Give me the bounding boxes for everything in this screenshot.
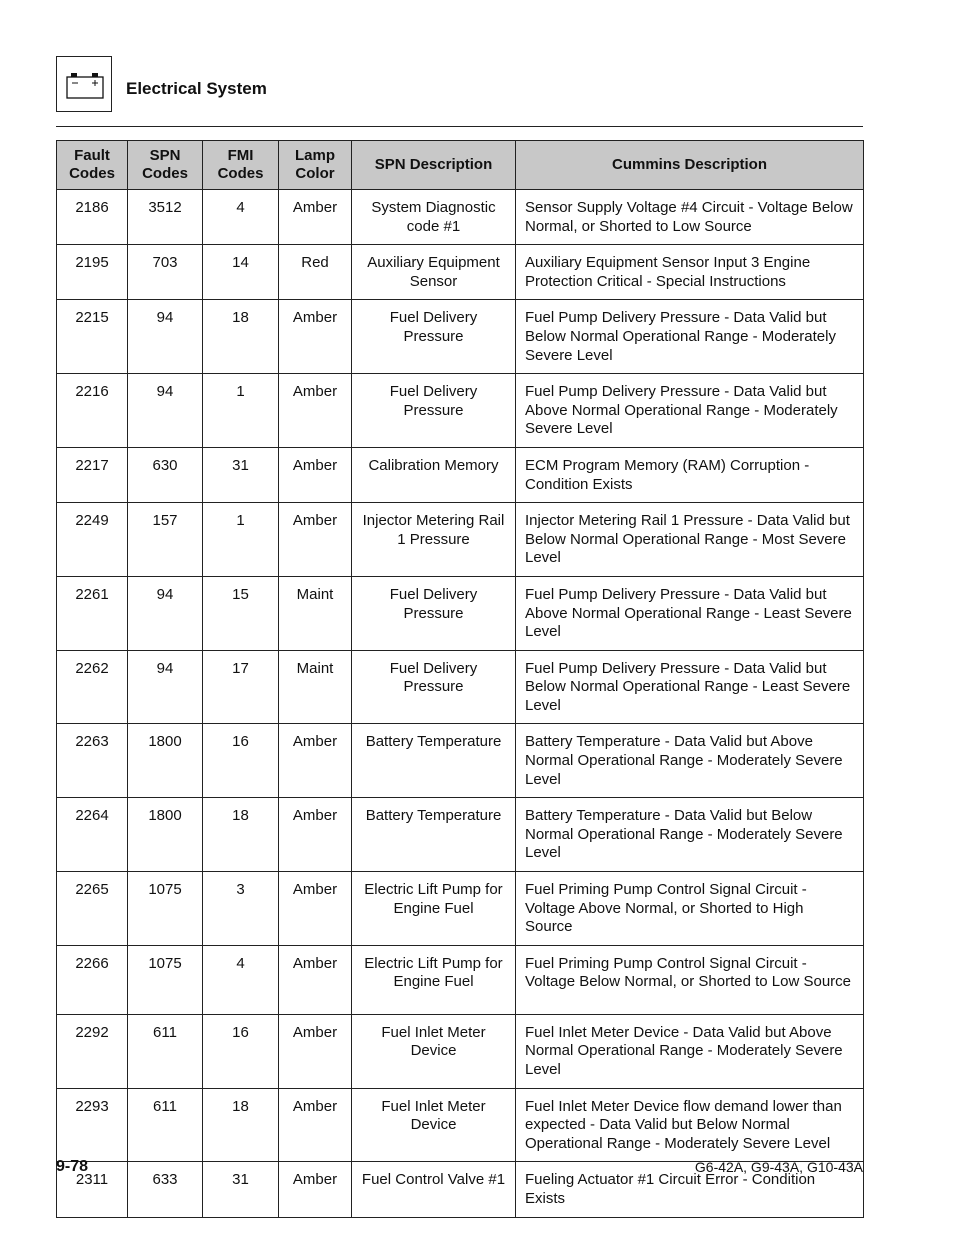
fmi-code-cell: 18 [203,300,279,374]
table-row [57,724,864,798]
fault-code-cell: 2261 [57,576,128,650]
cummins-description-cell: Sensor Supply Voltage #4 Circuit - Voltage Below Normal, or Shorted to Low Source [516,190,864,245]
fmi-code-cell: 1 [203,374,279,448]
cummins-description-cell: Battery Temperature - Data Valid but Below Normal Operational Range - Moderately Severe Level [516,798,864,872]
spn-code-cell: 94 [128,300,203,374]
fmi-code-cell: 31 [203,447,279,502]
lamp-color-cell: Amber [279,945,352,1014]
cummins-description-cell: Auxiliary Equipment Sensor Input 3 Engine Protection Critical - Special Instructions [516,245,864,300]
header-lamp-color-text: Lamp Color [294,147,335,182]
spn-code-cell: 703 [128,245,203,300]
spn-description-cell: Injector Metering Rail 1 Pressure [352,503,516,577]
column-header-fmi-codes [203,141,279,190]
fault-code-cell: 2186 [57,190,128,245]
fault-code-cell: 2195 [57,245,128,300]
table-header-row [57,141,864,190]
table-row [57,872,864,946]
table-row [57,190,864,245]
lamp-color-cell: Red [279,245,352,300]
spn-code-cell: 1800 [128,724,203,798]
fault-code-cell: 2311 [57,1162,128,1217]
fmi-code-cell: 18 [203,798,279,872]
fmi-code-cell: 16 [203,1014,279,1088]
spn-code-cell: 630 [128,447,203,502]
spn-description-cell: Battery Temperature [352,724,516,798]
spn-description-cell: Fuel Delivery Pressure [352,576,516,650]
lamp-color-cell: Amber [279,300,352,374]
column-header-spn-description: SPN Description [352,141,516,190]
lamp-color-cell: Amber [279,724,352,798]
lamp-color-cell: Amber [279,503,352,577]
fmi-code-cell: 4 [203,945,279,1014]
table-row [57,1014,864,1088]
spn-code-cell: 633 [128,1162,203,1217]
fmi-code-cell: 3 [203,872,279,946]
table-row [57,945,864,1014]
fmi-code-cell: 14 [203,245,279,300]
spn-description-cell: Calibration Memory [352,447,516,502]
fault-code-cell: 2262 [57,650,128,724]
lamp-color-cell: Maint [279,576,352,650]
lamp-color-cell: Amber [279,190,352,245]
spn-description-cell: Auxiliary Equipment Sensor [352,245,516,300]
table-row [57,447,864,502]
spn-description-cell: Fuel Control Valve #1 [352,1162,516,1217]
fmi-code-cell: 18 [203,1088,279,1162]
column-header-lamp-color [279,141,352,190]
cummins-description-cell: Injector Metering Rail 1 Pressure - Data Valid but Below Normal Operational Range - Most Severe Level [516,503,864,577]
cummins-description-cell: Fuel Pump Delivery Pressure - Data Valid but Below Normal Operational Range - Moderately Severe Level [516,300,864,374]
lamp-color-cell: Amber [279,798,352,872]
fault-code-cell: 2266 [57,945,128,1014]
table-row [57,1088,864,1162]
cummins-description-cell: Fuel Pump Delivery Pressure - Data Valid but Above Normal Operational Range - Moderately Severe Level [516,374,864,448]
fault-code-cell: 2216 [57,374,128,448]
fmi-code-cell: 4 [203,190,279,245]
lamp-color-cell: Maint [279,650,352,724]
lamp-color-cell: Amber [279,374,352,448]
fault-code-cell: 2265 [57,872,128,946]
spn-description-cell: Fuel Delivery Pressure [352,374,516,448]
spn-code-cell: 94 [128,650,203,724]
fmi-code-cell: 16 [203,724,279,798]
table-row [57,374,864,448]
table-body [57,190,864,1218]
spn-description-cell: System Diagnostic code #1 [352,190,516,245]
battery-icon [57,57,113,113]
section-title: Electrical System [126,79,267,98]
spn-code-cell: 1075 [128,872,203,946]
cummins-description-cell: Fuel Inlet Meter Device flow demand lower than expected - Data Valid but Below Normal Operational Range - Moderately Severe Level [516,1088,864,1162]
header-fmi-codes-text: FMI Codes [217,147,264,182]
cummins-description-cell: Fueling Actuator #1 Circuit Error - Condition Exists [516,1162,864,1217]
lamp-color-cell: Amber [279,447,352,502]
column-header-fault-codes [57,141,128,190]
lamp-color-cell: Amber [279,872,352,946]
fault-code-cell: 2264 [57,798,128,872]
fault-code-cell: 2217 [57,447,128,502]
cummins-description-cell: Fuel Pump Delivery Pressure - Data Valid but Below Normal Operational Range - Least Severe Level [516,650,864,724]
spn-description-cell: Battery Temperature [352,798,516,872]
fault-code-cell: 2249 [57,503,128,577]
table-row [57,503,864,577]
spn-code-cell: 611 [128,1088,203,1162]
spn-description-cell: Fuel Inlet Meter Device [352,1088,516,1162]
cummins-description-cell: Fuel Inlet Meter Device - Data Valid but Above Normal Operational Range - Moderately Severe Level [516,1014,864,1088]
spn-description-cell: Fuel Delivery Pressure [352,650,516,724]
column-header-spn-codes [128,141,203,190]
table-row [57,576,864,650]
cummins-description-cell: Battery Temperature - Data Valid but Above Normal Operational Range - Moderately Severe Level [516,724,864,798]
spn-description-cell: Electric Lift Pump for Engine Fuel [352,872,516,946]
cummins-description-cell: Fuel Pump Delivery Pressure - Data Valid but Above Normal Operational Range - Least Severe Level [516,576,864,650]
spn-description-cell: Fuel Delivery Pressure [352,300,516,374]
header-fault-codes-text: Fault Codes [69,147,115,182]
model-identifier: G6-42A, G9-43A, G10-43A [694,1159,863,1175]
spn-description-cell: Fuel Inlet Meter Device [352,1014,516,1088]
spn-code-cell: 157 [128,503,203,577]
header-spn-codes-text: SPN Codes [142,147,188,182]
fmi-code-cell: 15 [203,576,279,650]
fmi-code-cell: 1 [203,503,279,577]
spn-code-cell: 94 [128,576,203,650]
fmi-code-cell: 31 [203,1162,279,1217]
lamp-color-cell: Amber [279,1162,352,1217]
cummins-description-cell: ECM Program Memory (RAM) Corruption - Condition Exists [516,447,864,502]
spn-description-cell: Electric Lift Pump for Engine Fuel [352,945,516,1014]
column-header-cummins-description: Cummins Description [516,141,864,190]
fault-code-cell: 2263 [57,724,128,798]
spn-code-cell: 1075 [128,945,203,1014]
lamp-color-cell: Amber [279,1088,352,1162]
fault-code-cell: 2292 [57,1014,128,1088]
table-row [57,798,864,872]
fault-code-cell: 2293 [57,1088,128,1162]
lamp-color-cell: Amber [279,1014,352,1088]
cummins-description-cell: Fuel Priming Pump Control Signal Circuit - Voltage Below Normal, or Shorted to Low Source [516,945,864,1014]
fault-code-cell: 2215 [57,300,128,374]
table-row [57,245,864,300]
spn-code-cell: 94 [128,374,203,448]
page-number: 9-78 [56,1158,89,1175]
header-divider [56,126,863,127]
table-row [57,650,864,724]
section-icon-box [56,56,112,112]
fault-code-table [56,140,864,1218]
spn-code-cell: 1800 [128,798,203,872]
spn-code-cell: 611 [128,1014,203,1088]
fmi-code-cell: 17 [203,650,279,724]
table-row [57,300,864,374]
spn-code-cell: 3512 [128,190,203,245]
cummins-description-cell: Fuel Priming Pump Control Signal Circuit - Voltage Above Normal, or Shorted to High Source [516,872,864,946]
